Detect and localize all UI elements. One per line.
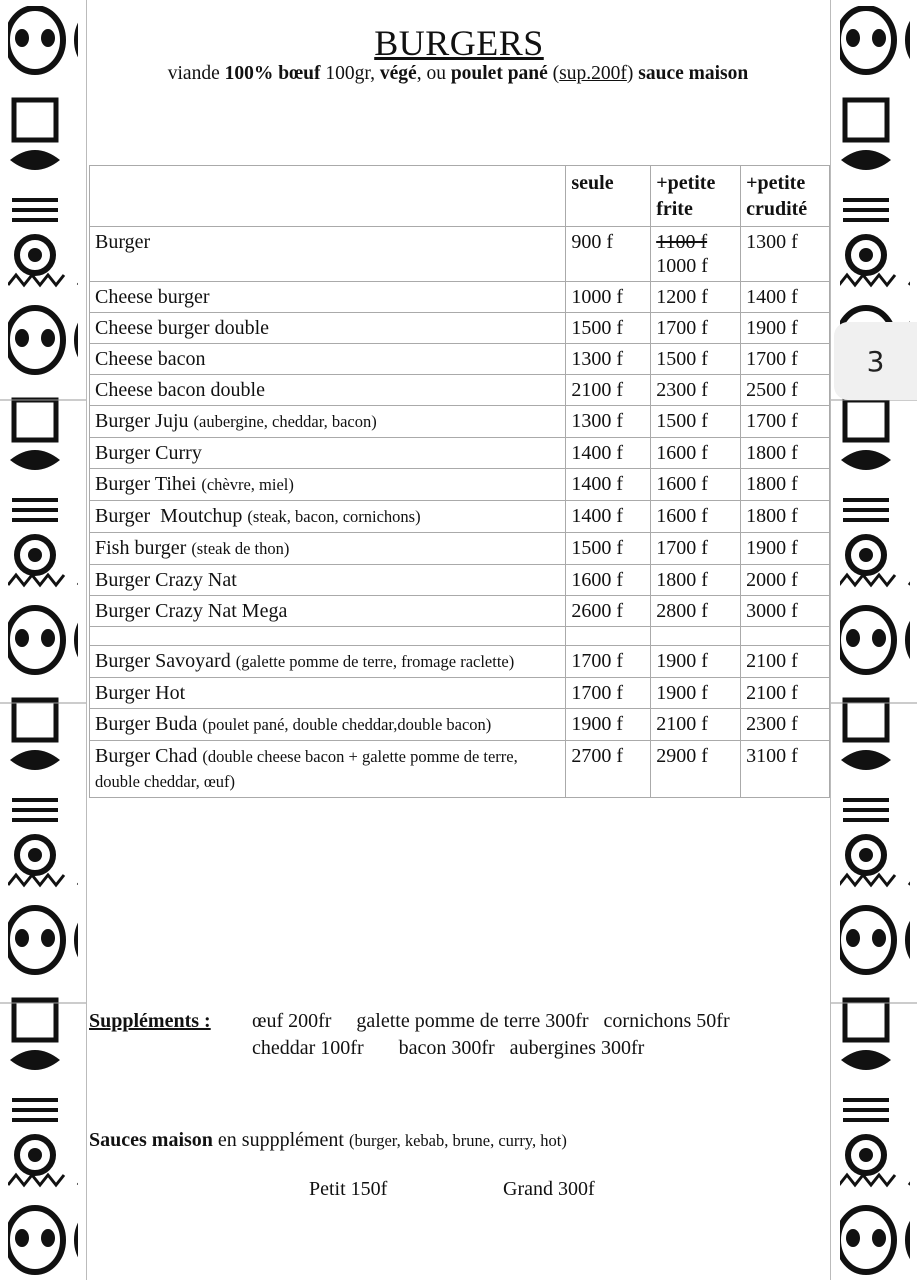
price-crudite-value: 1800 f bbox=[746, 473, 798, 495]
price-frite-value: 1500 f bbox=[656, 348, 708, 370]
price-frite bbox=[651, 678, 741, 709]
item-name: Burger Tihei bbox=[95, 473, 197, 495]
price-frite bbox=[651, 741, 741, 798]
price-frite bbox=[651, 344, 741, 375]
item-name-cell bbox=[90, 596, 566, 627]
price-frite bbox=[651, 227, 741, 282]
sauce-grand-price: Grand 300f bbox=[503, 1178, 595, 1200]
item-name: Cheese bacon double bbox=[95, 379, 265, 401]
supplements-line-2: cheddar 100fr bacon 300fr aubergines 300fr bbox=[252, 1037, 645, 1059]
item-name-cell bbox=[90, 406, 566, 438]
price-frite-value: 1900 f bbox=[656, 650, 708, 672]
price-frite bbox=[651, 438, 741, 469]
price-seule-value: 1700 f bbox=[571, 650, 624, 672]
price-frite bbox=[651, 501, 741, 533]
price-crudite-value: 2300 f bbox=[746, 713, 798, 735]
price-crudite-value: 1300 f bbox=[746, 231, 798, 253]
table-row bbox=[90, 375, 830, 406]
spacer-cell bbox=[741, 627, 830, 646]
item-detail: (aubergine, cheddar, bacon) bbox=[193, 412, 377, 431]
sauces-label: Sauces maison bbox=[89, 1129, 213, 1151]
item-name: Burger Moutchup bbox=[95, 505, 243, 527]
price-seule-value: 1500 f bbox=[571, 317, 624, 339]
spacer-cell bbox=[651, 627, 741, 646]
price-frite-value: 2100 f bbox=[656, 713, 708, 735]
price-seule-value: 1400 f bbox=[571, 473, 624, 495]
item-name: Cheese bacon bbox=[95, 348, 206, 370]
item-name-cell bbox=[90, 501, 566, 533]
item-detail: (steak, bacon, cornichons) bbox=[247, 507, 421, 526]
price-seule bbox=[566, 282, 651, 313]
price-seule bbox=[566, 741, 651, 798]
item-name-cell bbox=[90, 678, 566, 709]
price-crudite bbox=[741, 646, 830, 678]
table-row bbox=[90, 596, 830, 627]
price-seule bbox=[566, 501, 651, 533]
price-crudite-value: 2100 f bbox=[746, 682, 798, 704]
item-name-cell bbox=[90, 565, 566, 596]
price-crudite bbox=[741, 282, 830, 313]
price-seule bbox=[566, 313, 651, 344]
item-name: Burger Savoyard bbox=[95, 650, 231, 672]
price-crudite-value: 3000 f bbox=[746, 600, 798, 622]
price-frite-value: 2300 f bbox=[656, 379, 708, 401]
price-seule-value: 2100 f bbox=[571, 379, 624, 401]
price-seule bbox=[566, 438, 651, 469]
table-row bbox=[90, 282, 830, 313]
price-crudite-value: 1800 f bbox=[746, 442, 798, 464]
item-name-cell bbox=[90, 313, 566, 344]
price-frite-value: 1600 f bbox=[656, 505, 708, 527]
tribal-pattern-icon bbox=[0, 0, 86, 1280]
price-seule-value: 1700 f bbox=[571, 682, 624, 704]
price-crudite-value: 1900 f bbox=[746, 317, 798, 339]
price-frite-value: 1900 f bbox=[656, 682, 708, 704]
price-frite bbox=[651, 469, 741, 501]
burger-price-table bbox=[89, 165, 830, 798]
price-seule-value: 1300 f bbox=[571, 410, 624, 432]
sauce-petit-price: Petit 150f bbox=[309, 1178, 388, 1200]
price-frite-value: 1800 f bbox=[656, 569, 708, 591]
price-seule bbox=[566, 646, 651, 678]
price-seule-value: 1900 f bbox=[571, 713, 624, 735]
price-crudite bbox=[741, 313, 830, 344]
page-title: BURGERS bbox=[374, 23, 544, 63]
item-detail: (double cheese bacon + galette pomme de terre, double cheddar, œuf) bbox=[95, 747, 518, 791]
price-crudite bbox=[741, 501, 830, 533]
item-name: Burger Juju bbox=[95, 410, 189, 432]
item-name: Burger bbox=[95, 231, 151, 253]
price-seule bbox=[566, 344, 651, 375]
price-seule-value: 2700 f bbox=[571, 745, 624, 767]
price-seule bbox=[566, 375, 651, 406]
item-name-cell bbox=[90, 282, 566, 313]
item-name: Burger Curry bbox=[95, 442, 202, 464]
table-row bbox=[90, 678, 830, 709]
price-frite-value: 1700 f bbox=[656, 537, 708, 559]
item-detail: (galette pomme de terre, fromage raclette) bbox=[235, 652, 515, 671]
supplements-label: Suppléments : bbox=[89, 1010, 211, 1032]
item-detail: (poulet pané, double cheddar,double bacon) bbox=[202, 715, 492, 734]
price-crudite bbox=[741, 227, 830, 282]
price-seule-value: 1400 f bbox=[571, 505, 624, 527]
table-row bbox=[90, 438, 830, 469]
item-name-cell bbox=[90, 438, 566, 469]
price-crudite-value: 2500 f bbox=[746, 379, 798, 401]
price-crudite-value: 3100 f bbox=[746, 745, 798, 767]
item-name: Fish burger bbox=[95, 537, 187, 559]
price-seule-value: 900 f bbox=[571, 231, 614, 253]
item-name-cell bbox=[90, 227, 566, 282]
price-frite-value: 1000 f bbox=[656, 255, 708, 277]
item-name-cell bbox=[90, 709, 566, 741]
price-crudite bbox=[741, 678, 830, 709]
price-seule bbox=[566, 565, 651, 596]
price-crudite-value: 2100 f bbox=[746, 650, 798, 672]
price-crudite bbox=[741, 438, 830, 469]
price-frite bbox=[651, 313, 741, 344]
price-crudite-value: 1900 f bbox=[746, 537, 798, 559]
price-frite bbox=[651, 375, 741, 406]
item-name: Burger Crazy Nat Mega bbox=[95, 600, 288, 622]
price-frite bbox=[651, 282, 741, 313]
price-crudite-value: 2000 f bbox=[746, 569, 798, 591]
price-seule-value: 1400 f bbox=[571, 442, 624, 464]
item-name: Burger Hot bbox=[95, 682, 186, 704]
price-seule-value: 1000 f bbox=[571, 286, 624, 308]
page-number-tab[interactable]: 3 bbox=[834, 322, 917, 400]
table-row bbox=[90, 646, 830, 678]
item-name-cell bbox=[90, 375, 566, 406]
item-name-cell bbox=[90, 469, 566, 501]
item-name-cell bbox=[90, 533, 566, 565]
price-crudite bbox=[741, 709, 830, 741]
price-seule-value: 2600 f bbox=[571, 600, 624, 622]
price-seule-value: 1500 f bbox=[571, 537, 624, 559]
table-row bbox=[90, 313, 830, 344]
price-crudite bbox=[741, 596, 830, 627]
price-frite bbox=[651, 646, 741, 678]
price-seule bbox=[566, 678, 651, 709]
table-row bbox=[90, 741, 830, 798]
sauces-text: en suppplément bbox=[212, 1129, 349, 1151]
table-header-name bbox=[90, 166, 566, 227]
item-name-cell bbox=[90, 344, 566, 375]
price-crudite-value: 1700 f bbox=[746, 410, 798, 432]
price-crudite-value: 1800 f bbox=[746, 505, 798, 527]
price-crudite bbox=[741, 565, 830, 596]
price-seule bbox=[566, 469, 651, 501]
item-name: Cheese burger double bbox=[95, 317, 270, 339]
table-row bbox=[90, 469, 830, 501]
item-detail: (steak de thon) bbox=[191, 539, 290, 558]
sauces-detail: (burger, kebab, brune, curry, hot) bbox=[349, 1131, 567, 1150]
item-name-cell bbox=[90, 646, 566, 678]
price-frite-value: 1500 f bbox=[656, 410, 708, 432]
table-row bbox=[90, 565, 830, 596]
right-tribal-band bbox=[830, 0, 917, 1280]
item-name: Burger Buda bbox=[95, 713, 198, 735]
price-frite bbox=[651, 709, 741, 741]
price-frite-value: 1600 f bbox=[656, 442, 708, 464]
price-frite-value: 1200 f bbox=[656, 286, 708, 308]
price-seule bbox=[566, 227, 651, 282]
price-crudite bbox=[741, 344, 830, 375]
price-crudite-value: 1700 f bbox=[746, 348, 798, 370]
table-row bbox=[90, 501, 830, 533]
price-seule bbox=[566, 533, 651, 565]
tribal-pattern-icon bbox=[831, 0, 917, 1280]
price-frite bbox=[651, 596, 741, 627]
item-name-cell bbox=[90, 741, 566, 798]
item-name: Cheese burger bbox=[95, 286, 210, 308]
price-frite-value: 2900 f bbox=[656, 745, 708, 767]
spacer-cell bbox=[566, 627, 651, 646]
price-frite bbox=[651, 406, 741, 438]
price-seule bbox=[566, 596, 651, 627]
table-row bbox=[90, 709, 830, 741]
price-seule bbox=[566, 709, 651, 741]
item-name: Burger Chad bbox=[95, 745, 198, 767]
price-crudite bbox=[741, 741, 830, 798]
price-frite-value: 1700 f bbox=[656, 317, 708, 339]
sauces-section bbox=[89, 1129, 567, 1152]
price-frite-value: 1600 f bbox=[656, 473, 708, 495]
price-seule bbox=[566, 406, 651, 438]
price-crudite bbox=[741, 406, 830, 438]
price-seule-value: 1600 f bbox=[571, 569, 624, 591]
table-spacer-row bbox=[90, 627, 830, 646]
table-header-seule: seule bbox=[566, 166, 651, 227]
item-detail: (chèvre, miel) bbox=[201, 475, 294, 494]
table-row bbox=[90, 533, 830, 565]
page-subtitle: viande 100% bœuf 100gr, végé, ou poulet pané (sup.200f) sauce maison bbox=[167, 63, 749, 84]
price-frite-old-value: 1100 f bbox=[656, 231, 708, 253]
price-frite bbox=[651, 565, 741, 596]
table-header-frite: +petite frite bbox=[651, 166, 741, 227]
spacer-cell bbox=[90, 627, 566, 646]
price-seule-value: 1300 f bbox=[571, 348, 624, 370]
price-crudite-value: 1400 f bbox=[746, 286, 798, 308]
price-crudite bbox=[741, 533, 830, 565]
table-header-row bbox=[90, 166, 830, 227]
table-row bbox=[90, 344, 830, 375]
table-row bbox=[90, 406, 830, 438]
table-header-crudite: +petite crudité bbox=[741, 166, 830, 227]
table-row bbox=[90, 227, 830, 282]
price-crudite bbox=[741, 375, 830, 406]
price-crudite bbox=[741, 469, 830, 501]
left-tribal-band bbox=[0, 0, 87, 1280]
item-name: Burger Crazy Nat bbox=[95, 569, 237, 591]
price-frite-value: 2800 f bbox=[656, 600, 708, 622]
price-frite bbox=[651, 533, 741, 565]
supplements-line-1: œuf 200fr galette pomme de terre 300fr cornichons 50fr bbox=[252, 1010, 730, 1032]
